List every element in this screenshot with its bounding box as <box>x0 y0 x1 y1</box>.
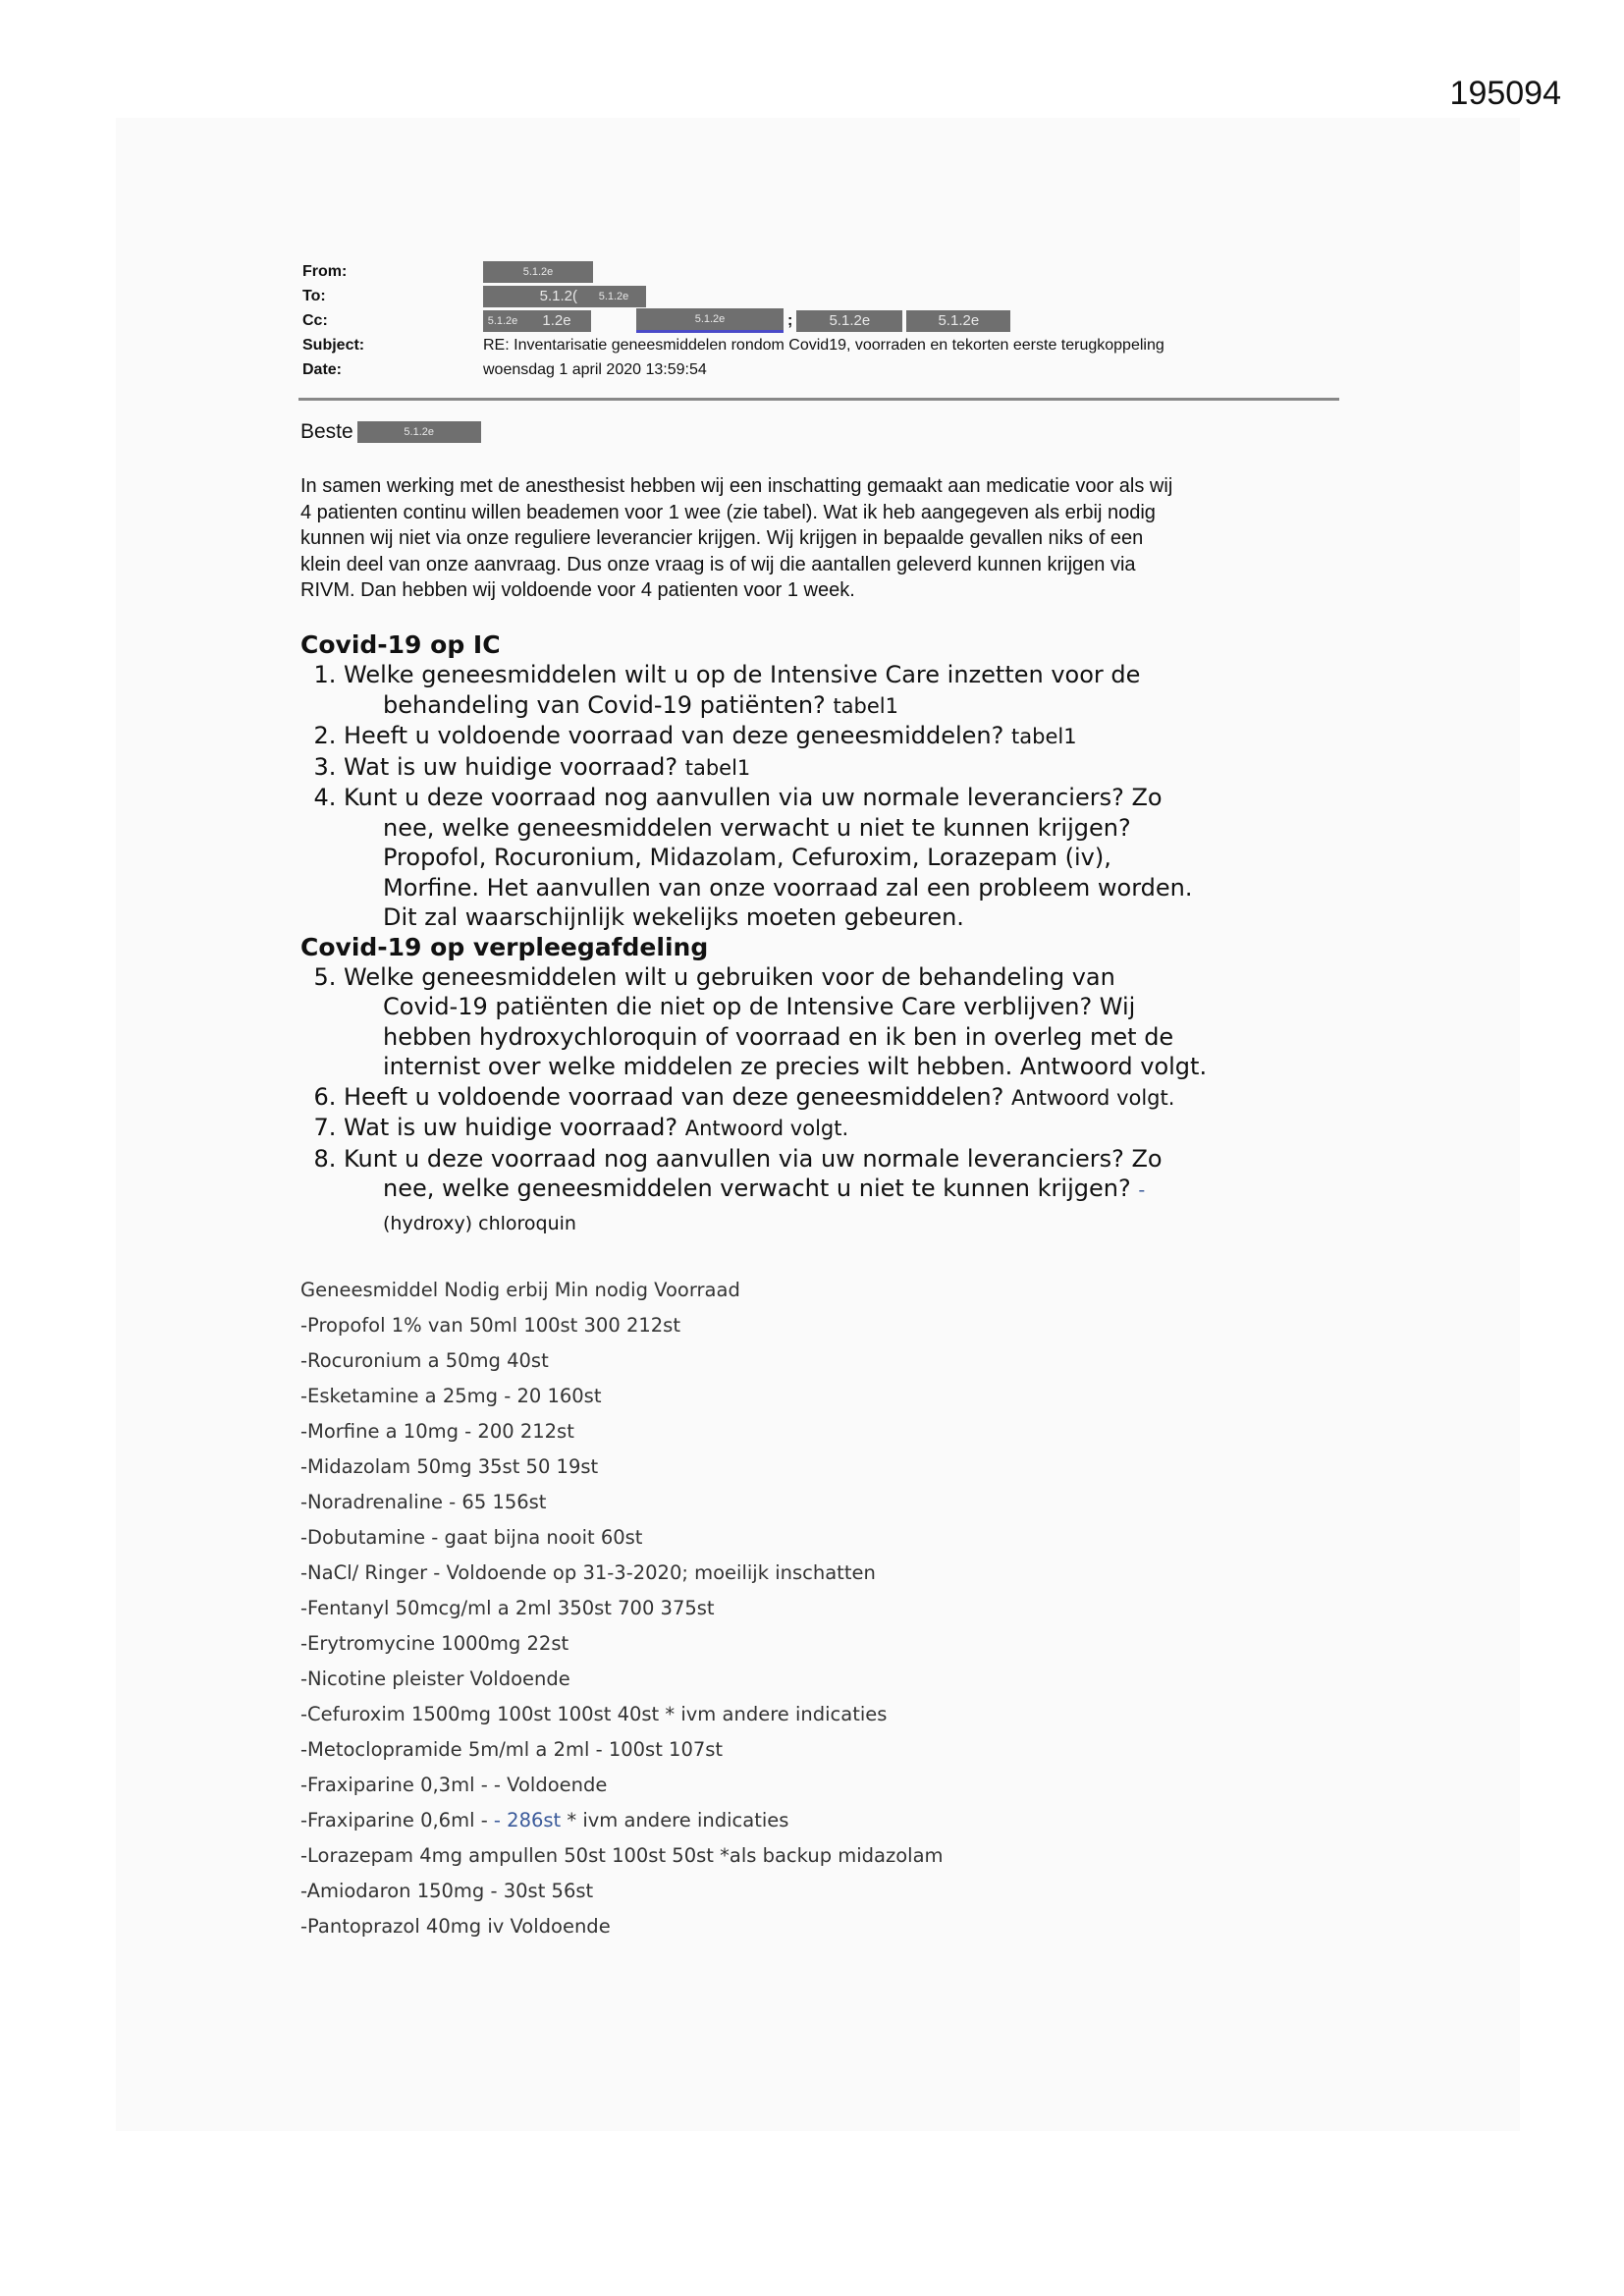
intro-line: kunnen wij niet via onze reguliere leverancier krijgen. Wij krijgen in bepaalde gevallen niks of een <box>300 527 1144 549</box>
table-row: -Fentanyl 50mcg/ml a 2ml 350st 700 375st <box>300 1597 715 1619</box>
table-row: -Fraxiparine 0,3ml - - Voldoende <box>300 1774 608 1796</box>
redaction-block: 5.1.2e <box>581 286 646 307</box>
table-row: -Nicotine pleister Voldoende <box>300 1667 570 1690</box>
question-item: 1. Welke geneesmiddelen wilt u op de Intensive Care inzetten voor de behandeling van Covid-19 patiënten? tabel1 <box>344 660 1371 721</box>
questions-section <box>300 630 1371 1241</box>
header-divider <box>298 398 1339 401</box>
redaction-block: 5.1.2e <box>483 261 593 283</box>
redaction-block: 5.1.2e <box>636 308 784 333</box>
intro-line: klein deel van onze aanvraag. Dus onze vraag is of wij die aantallen geleverd kunnen krijgen via <box>300 553 1136 575</box>
to-row <box>302 284 1333 308</box>
subject-label: Subject: <box>302 336 365 354</box>
ward-section-title: Covid-19 op verpleegafdeling <box>300 932 709 961</box>
cc-row <box>302 308 1333 333</box>
intro-line: RIVM. Dan hebben wij voldoende voor 4 patienten voor 1 week. <box>300 579 855 601</box>
question-item: 3. Wat is uw huidige voorraad? tabel1 <box>344 752 1371 784</box>
redaction-block: 5.1.2e <box>483 310 522 332</box>
table-row: -Dobutamine - gaat bijna nooit 60st <box>300 1526 643 1549</box>
table-header: Geneesmiddel Nodig erbij Min nodig Voorraad <box>300 1279 740 1301</box>
from-label: From: <box>302 262 348 280</box>
answer-text: (hydroxy) chloroquin <box>383 1212 576 1234</box>
document-id: 195094 <box>1449 75 1561 112</box>
table-row: -Noradrenaline - 65 156st <box>300 1491 547 1513</box>
redaction-block: 5.1.2( <box>483 286 581 307</box>
question-item: 7. Wat is uw huidige voorraad? Antwoord volgt. <box>344 1113 1371 1144</box>
redaction-block: 5.1.2e <box>357 421 481 443</box>
redaction-block: 1.2e <box>522 310 591 332</box>
question-item: 2. Heeft u voldoende voorraad van deze geneesmiddelen? tabel1 <box>344 721 1371 752</box>
email-header <box>302 259 1333 382</box>
table-row: -NaCl/ Ringer - Voldoende op 31-3-2020; moeilijk inschatten <box>300 1561 876 1584</box>
redaction-block: 5.1.2e <box>796 310 902 332</box>
intro-paragraph <box>300 473 1361 604</box>
table-row: -Lorazepam 4mg ampullen 50st 100st 50st *als backup midazolam <box>300 1844 944 1867</box>
intro-line: In samen werking met de anesthesist hebben wij een inschatting gemaakt aan medicatie voor als wij <box>300 475 1173 497</box>
table-row: -Fraxiparine 0,6ml - - 286st * ivm andere indicaties <box>300 1809 789 1831</box>
intro-line: 4 patienten continu willen beademen voor 1 wee (zie tabel). Wat ik heb aangegeven als erbij nodig <box>300 501 1156 523</box>
to-label: To: <box>302 287 326 304</box>
date-label: Date: <box>302 360 343 378</box>
table-row: -Rocuronium a 50mg 40st <box>300 1349 549 1372</box>
question-item: 5. Welke geneesmiddelen wilt u gebruiken voor de behandeling van Covid-19 patiënten die niet op de Intensive Care verblijven? Wij hebben hydroxychloroquin of voorraad en ik ben in overleg met de internist over welke middelen ze precies wilt hebben. Antwoord volgt. <box>344 962 1371 1082</box>
ic-section-title: Covid-19 op IC <box>300 630 501 659</box>
table-row: -Propofol 1% van 50ml 100st 300 212st <box>300 1314 680 1337</box>
greeting-text: Beste <box>300 420 353 443</box>
table-row: -Cefuroxim 1500mg 100st 100st 40st * ivm andere indicaties <box>300 1703 888 1725</box>
table-row: -Metoclopramide 5m/ml a 2ml - 100st 107st <box>300 1738 724 1761</box>
table-row: -Erytromycine 1000mg 22st <box>300 1632 569 1655</box>
cc-label: Cc: <box>302 311 328 329</box>
table-row: -Esketamine a 25mg - 20 160st <box>300 1385 602 1407</box>
question-item: 4. Kunt u deze voorraad nog aanvullen via uw normale leveranciers? Zo nee, welke geneesmiddelen verwacht u niet te kunnen krijgen? Propofol, Rocuronium, Midazolam, Cefuroxim, Lorazepam (iv), Morfine. Het aanvullen van onze voorraad zal een probleem worden. Dit zal waarschijnlijk wekelijks moeten gebeuren. <box>344 783 1371 933</box>
medication-table <box>300 1273 1184 1944</box>
subject-value: RE: Inventarisatie geneesmiddelen rondom Covid19, voorraden en tekorten eerste terugkoppeling <box>483 336 1164 354</box>
greeting <box>300 420 481 444</box>
ward-question-list <box>300 962 1371 1241</box>
table-row: -Morfine a 10mg - 200 212st <box>300 1420 574 1443</box>
subject-row <box>302 333 1333 357</box>
table-row: -Midazolam 50mg 35st 50 19st <box>300 1455 599 1478</box>
question-item: 8. Kunt u deze voorraad nog aanvullen via uw normale leveranciers? Zo nee, welke geneesmiddelen verwacht u niet te kunnen krijgen? - (hydroxy) chloroquin <box>344 1144 1371 1241</box>
from-row <box>302 259 1333 284</box>
question-item: 6. Heeft u voldoende voorraad van deze geneesmiddelen? Antwoord volgt. <box>344 1082 1371 1114</box>
cc-separator: ; <box>787 311 793 329</box>
ic-question-list <box>300 660 1371 933</box>
table-row: -Amiodaron 150mg - 30st 56st <box>300 1880 594 1902</box>
table-row: -Pantoprazol 40mg iv Voldoende <box>300 1915 611 1938</box>
redaction-block: 5.1.2e <box>906 310 1010 332</box>
date-row <box>302 357 1333 382</box>
date-value: woensdag 1 april 2020 13:59:54 <box>483 360 707 378</box>
